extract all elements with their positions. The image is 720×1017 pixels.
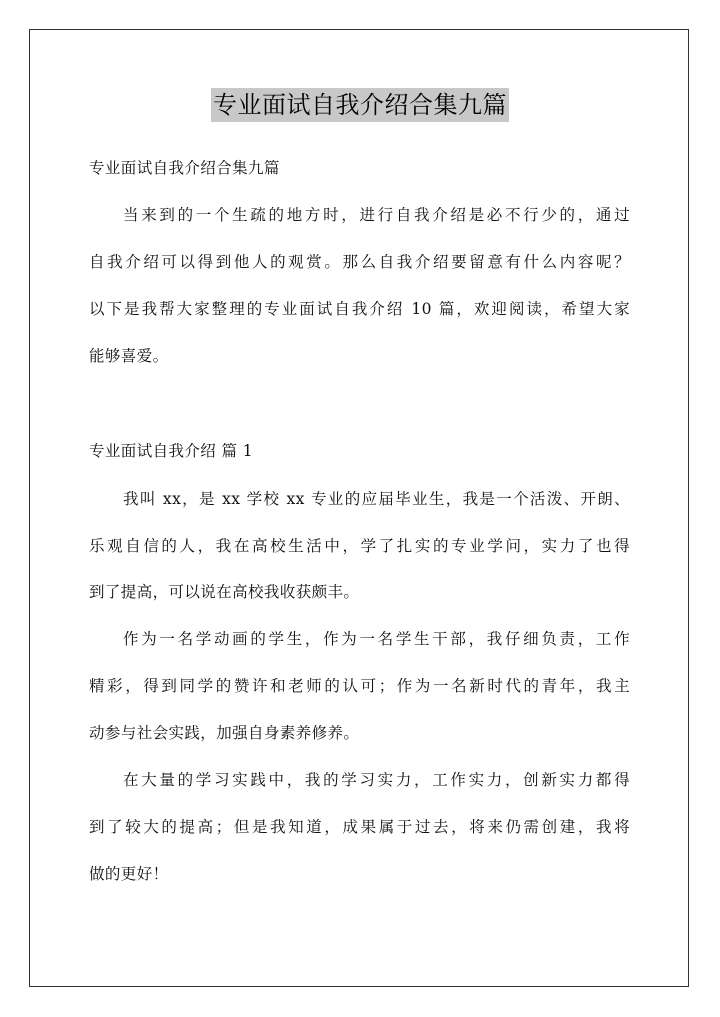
document-title: 专业面试自我介绍合集九篇: [211, 88, 509, 122]
p2-line-2: 精彩，得到同学的赞许和老师的认可；作为一名新时代的青年，我主: [89, 677, 630, 695]
p3-line-3: 做的更好！: [89, 865, 169, 883]
p2-line-3: 动参与社会实践，加强自身素养修养。: [89, 724, 360, 742]
p1-line-3: 到了提高，可以说在高校我收获颇丰。: [89, 583, 360, 601]
document-subtitle: 专业面试自我介绍合集九篇: [89, 159, 280, 177]
title-container: [0, 88, 720, 122]
intro-line-3: 以下是我帮大家整理的专业面试自我介绍 10 篇，欢迎阅读，希望大家: [89, 300, 630, 318]
p3-line-2: 到了较大的提高；但是我知道，成果属于过去，将来仍需创建，我将: [89, 818, 630, 836]
section-heading: 专业面试自我介绍 篇 1: [89, 442, 254, 460]
intro-line-1: 当来到的一个生疏的地方时，进行自我介绍是必不行少的，通过: [123, 206, 630, 224]
p1-line-1: 我叫 xx，是 xx 学校 xx 专业的应届毕业生，我是一个活泼、开朗、: [123, 490, 630, 508]
intro-line-4: 能够喜爱。: [89, 347, 169, 365]
p2-line-1: 作为一名学动画的学生，作为一名学生干部，我仔细负责，工作: [123, 630, 630, 648]
p3-line-1: 在大量的学习实践中，我的学习实力，工作实力，创新实力都得: [123, 771, 630, 789]
p1-line-2: 乐观自信的人，我在高校生活中，学了扎实的专业学问，实力了也得: [89, 537, 630, 555]
intro-line-2: 自我介绍可以得到他人的观赏。那么自我介绍要留意有什么内容呢？: [89, 253, 630, 271]
